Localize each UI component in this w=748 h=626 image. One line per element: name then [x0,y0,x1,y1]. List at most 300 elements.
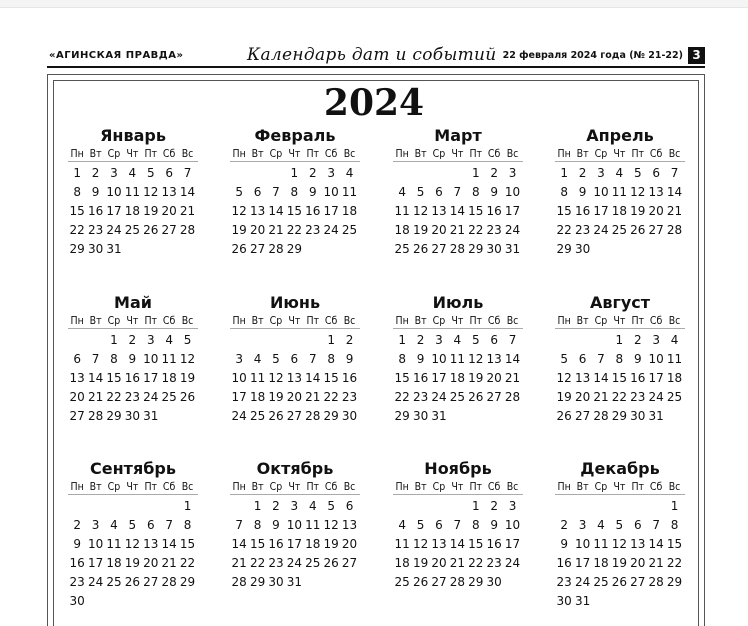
day-cell: 20 [286,390,302,404]
empty-day-cell [393,497,411,516]
day-cell: 13 [143,537,159,551]
day-cell: 17 [231,390,247,404]
weekday-label: Ср [107,315,121,327]
day-cell: 27 [161,223,177,237]
day-cell: 16 [574,204,591,218]
day-cell: 22 [249,556,266,570]
weekday-label: Вс [506,315,519,327]
weekday-label: Вт [576,315,589,327]
day-cell: 10 [143,352,159,366]
weekday-header [555,313,685,329]
weekday-label: Пт [306,315,320,327]
day-cell: 31 [286,575,302,589]
page-number-badge: 3 [688,47,705,64]
day-cell: 18 [449,371,465,385]
day-cell: 26 [268,409,284,423]
day-cell: 25 [394,575,410,589]
empty-day-cell [430,497,448,516]
day-cell: 16 [486,204,502,218]
day-cell: 15 [249,537,266,551]
month-block [555,459,685,611]
day-cell: 14 [449,204,465,218]
day-cell: 28 [648,575,664,589]
day-cell: 19 [231,223,247,237]
weekday-label: Пн [232,481,246,493]
empty-day-cell [592,497,610,516]
day-cell: 29 [394,409,410,423]
day-cell: 10 [504,185,521,199]
day-cell: 24 [504,556,521,570]
day-cell: 28 [449,575,465,589]
weekday-label: Вт [89,148,102,160]
day-cell: 7 [91,352,100,366]
weekday-label: Вт [414,481,427,493]
weekday-label: Чт [613,481,626,493]
day-cell: 3 [652,333,660,347]
day-cell: 15 [611,371,627,385]
month-block [393,459,523,592]
day-cell: 6 [146,518,155,532]
day-cell: 7 [453,518,462,532]
day-cell: 9 [73,537,82,551]
day-cell: 12 [143,185,159,199]
month-block [68,293,198,426]
empty-day-cell [230,331,248,350]
day-cell: 29 [106,409,122,423]
day-cell: 6 [73,352,82,366]
day-cell: 1 [560,166,569,180]
day-cell: 9 [345,352,354,366]
weekday-label: Вс [668,315,681,327]
day-cell: 1 [471,499,480,513]
day-cell: 16 [556,556,572,570]
empty-day-cell [123,497,141,516]
day-cell: 16 [412,371,429,385]
day-cell: 5 [327,499,335,513]
weekday-label: Ср [594,315,608,327]
day-cell: 28 [449,242,465,256]
day-cell: 10 [106,185,122,199]
weekday-header [230,146,360,162]
day-cell: 14 [161,537,177,551]
month-block [393,293,523,426]
month-name: Май [114,293,152,312]
day-cell: 21 [504,371,521,385]
day-cell: 28 [231,575,247,589]
day-cell: 29 [323,409,339,423]
weekday-label: Сб [162,315,176,327]
day-cell: 7 [235,518,244,532]
weekday-label: Пт [144,148,158,160]
day-cell: 22 [286,223,302,237]
day-cell: 28 [305,409,321,423]
empty-day-cell [430,164,448,183]
day-cell: 24 [431,390,447,404]
day-cell: 20 [431,556,447,570]
day-cell: 9 [578,185,587,199]
day-cell: 25 [124,223,140,237]
weekday-label: Пн [70,315,84,327]
empty-day-cell [555,497,573,516]
weekday-label: Чт [288,148,301,160]
day-grid [230,497,360,592]
weekday-label: Ср [107,148,121,160]
empty-day-cell [647,497,665,516]
day-cell: 2 [490,166,498,180]
day-cell: 9 [633,352,642,366]
day-cell: 3 [435,333,443,347]
day-cell: 27 [249,242,266,256]
weekday-label: Пн [232,315,246,327]
day-cell: 23 [268,556,284,570]
weekday-label: Чт [126,481,139,493]
day-cell: 7 [597,352,605,366]
weekday-label: Пт [631,481,645,493]
day-cell: 1 [290,166,299,180]
weekday-label: Чт [613,148,626,160]
weekday-label: Чт [451,481,464,493]
day-cell: 11 [666,352,683,366]
weekday-header [230,479,360,495]
weekday-label: Пн [232,148,246,160]
day-cell: 30 [486,242,502,256]
day-cell: 24 [231,409,247,423]
day-cell: 23 [341,390,358,404]
day-cell: 28 [179,223,196,237]
day-cell: 3 [327,166,335,180]
day-cell: 10 [286,518,302,532]
empty-day-cell [411,497,429,516]
weekday-label: Пн [395,315,409,327]
weekday-label: Пн [557,315,571,327]
day-cell: 27 [630,575,646,589]
day-cell: 8 [327,352,335,366]
day-cell: 19 [143,204,159,218]
weekday-label: Вс [181,148,194,160]
day-cell: 27 [486,390,502,404]
day-cell: 7 [453,185,462,199]
day-cell: 26 [412,575,429,589]
day-cell: 9 [560,537,569,551]
day-cell: 5 [615,518,624,532]
weekday-label: Сб [487,148,501,160]
weekday-label: Пт [144,315,158,327]
day-cell: 19 [323,537,339,551]
day-cell: 14 [449,537,465,551]
day-cell: 25 [394,242,410,256]
day-cell: 5 [272,352,280,366]
day-cell: 4 [165,333,173,347]
day-cell: 4 [308,499,317,513]
day-cell: 27 [431,575,447,589]
day-cell: 23 [124,390,140,404]
day-cell: 1 [398,333,407,347]
day-cell: 29 [666,575,683,589]
weekday-label: Пт [144,481,158,493]
day-cell: 13 [249,204,266,218]
day-cell: 13 [431,204,447,218]
year-title: 2024 [323,82,425,124]
day-cell: 12 [323,518,339,532]
day-cell: 9 [128,352,137,366]
day-cell: 1 [615,333,624,347]
day-cell: 6 [165,166,173,180]
day-cell: 4 [398,518,407,532]
day-cell: 11 [611,185,627,199]
day-cell: 21 [87,390,104,404]
day-cell: 28 [161,575,177,589]
weekday-label: Чт [126,148,139,160]
day-cell: 7 [272,185,280,199]
day-cell: 21 [305,390,321,404]
weekday-label: Пн [395,481,409,493]
day-cell: 8 [670,518,679,532]
weekday-label: Вс [181,481,194,493]
day-cell: 17 [504,537,521,551]
day-cell: 10 [231,371,247,385]
day-cell: 14 [504,352,521,366]
day-cell: 13 [431,537,447,551]
day-cell: 23 [87,223,104,237]
day-cell: 27 [574,409,591,423]
day-cell: 11 [394,204,410,218]
day-cell: 16 [69,556,85,570]
day-cell: 13 [574,371,591,385]
day-cell: 23 [69,575,85,589]
day-cell: 14 [87,371,104,385]
weekday-label: Сб [649,148,663,160]
day-cell: 9 [490,185,498,199]
day-cell: 12 [468,352,484,366]
day-cell: 31 [504,242,521,256]
day-cell: 15 [179,537,196,551]
day-cell: 1 [670,499,679,513]
day-cell: 24 [106,223,122,237]
day-cell: 5 [235,185,244,199]
day-cell: 20 [574,390,591,404]
weekday-label: Сб [487,315,501,327]
day-cell: 30 [412,409,429,423]
day-cell: 4 [453,333,462,347]
day-grid [393,331,523,426]
weekday-label: Сб [162,148,176,160]
weekday-label: Чт [451,148,464,160]
day-cell: 5 [146,166,155,180]
day-cell: 10 [431,352,447,366]
empty-day-cell [267,331,285,350]
weekday-label: Ср [269,148,283,160]
day-cell: 14 [268,204,284,218]
day-cell: 18 [611,204,627,218]
day-cell: 22 [666,556,683,570]
weekday-label: Чт [613,315,626,327]
weekday-label: Пн [395,148,409,160]
month-name: Август [589,293,651,312]
day-cell: 27 [143,575,159,589]
day-cell: 2 [91,166,100,180]
day-cell: 4 [253,352,262,366]
day-cell: 26 [124,575,140,589]
day-cell: 18 [305,537,321,551]
day-cell: 11 [341,185,358,199]
day-cell: 26 [323,556,339,570]
weekday-label: Вс [343,315,356,327]
day-cell: 12 [124,537,140,551]
day-cell: 20 [69,390,85,404]
month-name: Июнь [269,293,321,312]
empty-day-cell [267,164,285,183]
day-cell: 8 [471,518,480,532]
month-block [555,293,685,426]
weekday-label: Пт [306,148,320,160]
empty-day-cell [393,164,411,183]
day-cell: 6 [652,166,660,180]
masthead-divider [47,66,705,68]
weekday-label: Вс [668,148,681,160]
day-cell: 14 [179,185,196,199]
empty-day-cell [248,164,266,183]
day-cell: 11 [161,352,177,366]
day-cell: 6 [290,352,299,366]
day-cell: 29 [69,242,85,256]
day-cell: 13 [630,537,646,551]
weekday-label: Чт [288,481,301,493]
day-cell: 19 [468,371,484,385]
weekday-label: Сб [649,315,663,327]
day-cell: 15 [394,371,410,385]
day-cell: 29 [468,575,484,589]
day-cell: 27 [431,242,447,256]
day-cell: 15 [69,204,85,218]
day-cell: 28 [593,409,609,423]
day-cell: 1 [253,499,262,513]
day-cell: 12 [412,537,429,551]
day-cell: 2 [272,499,280,513]
day-cell: 6 [490,333,498,347]
day-cell: 2 [73,518,82,532]
weekday-label: Вс [506,148,519,160]
day-cell: 3 [578,518,587,532]
day-cell: 26 [412,242,429,256]
day-cell: 18 [593,556,609,570]
weekday-header [393,313,523,329]
day-cell: 2 [633,333,642,347]
day-cell: 17 [323,204,339,218]
day-cell: 19 [556,390,572,404]
day-cell: 3 [235,352,244,366]
day-cell: 17 [143,371,159,385]
day-cell: 4 [345,166,354,180]
weekday-label: Чт [451,315,464,327]
day-cell: 18 [341,204,358,218]
day-cell: 3 [146,333,155,347]
issue-date: 22 февраля 2024 года (№ 21-22) [502,50,683,61]
month-name: Декабрь [580,459,660,478]
day-cell: 20 [431,223,447,237]
weekday-label: Пт [469,481,483,493]
day-cell: 16 [341,371,358,385]
day-cell: 20 [341,537,358,551]
day-cell: 13 [161,185,177,199]
weekday-label: Пт [469,315,483,327]
empty-day-cell [573,497,591,516]
day-cell: 2 [345,333,354,347]
empty-day-cell [248,331,266,350]
weekday-label: Вс [343,148,356,160]
day-cell: 17 [87,556,104,570]
day-grid [393,164,523,259]
top-page-edge [0,0,748,8]
month-name: Апрель [586,126,654,145]
month-block [230,459,360,592]
day-cell: 20 [486,371,502,385]
day-cell: 17 [574,556,591,570]
day-cell: 27 [69,409,85,423]
day-cell: 27 [648,223,664,237]
weekday-label: Сб [324,315,338,327]
empty-day-cell [86,331,104,350]
day-cell: 14 [231,537,247,551]
weekday-label: Вт [251,315,264,327]
day-cell: 22 [69,223,85,237]
day-cell: 3 [597,166,605,180]
day-cell: 24 [143,390,159,404]
day-cell: 1 [110,333,118,347]
day-cell: 24 [574,575,591,589]
day-cell: 21 [161,556,177,570]
day-cell: 22 [468,556,484,570]
weekday-label: Ср [594,148,608,160]
day-cell: 24 [648,390,664,404]
day-cell: 7 [183,166,192,180]
weekday-label: Сб [324,148,338,160]
day-cell: 4 [615,166,624,180]
day-cell: 4 [398,185,407,199]
newspaper-name: «АГИНСКАЯ ПРАВДА» [49,50,184,61]
day-cell: 21 [268,223,284,237]
day-grid [68,497,198,611]
day-cell: 20 [648,204,664,218]
day-cell: 2 [128,333,137,347]
day-cell: 27 [341,556,358,570]
day-cell: 14 [305,371,321,385]
day-cell: 21 [179,204,196,218]
day-cell: 3 [91,518,100,532]
day-cell: 6 [435,518,443,532]
day-cell: 19 [611,556,627,570]
day-cell: 18 [394,556,410,570]
day-cell: 8 [615,352,624,366]
day-cell: 15 [106,371,122,385]
day-cell: 24 [286,556,302,570]
day-cell: 19 [179,371,196,385]
day-cell: 31 [143,409,159,423]
day-cell: 17 [504,204,521,218]
day-cell: 15 [286,204,302,218]
day-cell: 9 [490,518,498,532]
day-cell: 15 [666,537,683,551]
day-cell: 13 [69,371,85,385]
day-cell: 10 [574,537,591,551]
day-cell: 15 [468,204,484,218]
day-cell: 16 [268,537,284,551]
day-cell: 9 [91,185,100,199]
day-cell: 30 [268,575,284,589]
empty-day-cell [448,164,466,183]
day-cell: 1 [471,166,480,180]
day-cell: 19 [268,390,284,404]
day-cell: 10 [593,185,609,199]
